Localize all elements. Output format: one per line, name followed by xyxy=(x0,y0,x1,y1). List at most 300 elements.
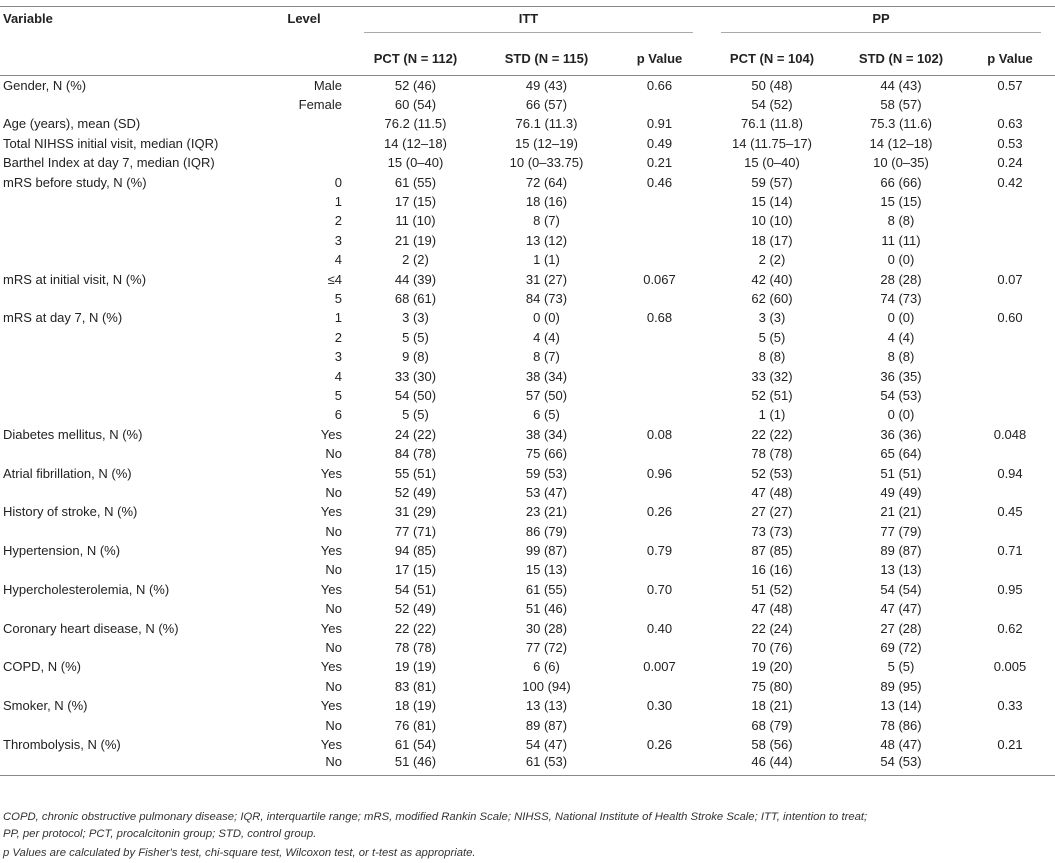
table-row xyxy=(0,269,1055,288)
pp-pvalue-cell: 0.33 xyxy=(997,698,1023,714)
pp-pvalue-cell xyxy=(965,347,1055,366)
itt-std-cell: 99 (87) xyxy=(525,543,568,559)
pp-pct-cell: 52 (53) xyxy=(751,465,793,481)
variable-cell xyxy=(0,366,258,385)
itt-pct-cell: 11 (10) xyxy=(395,213,436,229)
pp-pct-cell: 87 (85) xyxy=(751,543,793,559)
level-cell: 6 xyxy=(334,407,342,423)
table-row xyxy=(0,483,1055,502)
variable-cell: History of stroke, N (%) xyxy=(3,504,138,520)
variable-cell xyxy=(0,560,258,579)
itt-std-cell: 61 (53) xyxy=(481,754,612,776)
level-cell: No xyxy=(325,562,342,578)
itt-std-cell: 76.1 (11.3) xyxy=(515,116,578,132)
level-cell: 3 xyxy=(334,232,342,248)
pp-std-cell: 58 (57) xyxy=(880,97,922,113)
pp-std-cell: 69 (72) xyxy=(880,640,922,656)
itt-pvalue-cell: 0.49 xyxy=(646,135,673,151)
pp-pct-cell: 75 (80) xyxy=(751,678,793,694)
itt-pvalue-cell xyxy=(612,754,707,776)
header-blank xyxy=(0,41,258,76)
header-blank xyxy=(258,41,350,76)
pp-std-cell: 54 (53) xyxy=(880,387,922,403)
itt-std-cell: 75 (66) xyxy=(525,446,568,462)
table-row xyxy=(0,172,1055,191)
pp-pvalue-cell: 0.63 xyxy=(997,116,1023,132)
pp-pct-cell: 10 (10) xyxy=(751,213,793,229)
table-row xyxy=(0,463,1055,482)
itt-pct-cell: 76 (81) xyxy=(394,717,437,733)
itt-std-cell: 49 (43) xyxy=(525,77,568,93)
itt-std-cell: 77 (72) xyxy=(525,640,568,656)
pp-std-cell: 65 (64) xyxy=(880,446,922,462)
itt-pct-cell: 21 (19) xyxy=(394,232,437,248)
level-cell: 1 xyxy=(334,194,342,210)
itt-pct-cell: 55 (51) xyxy=(394,465,437,481)
level-cell: 0 xyxy=(334,174,342,190)
level-cell: 5 xyxy=(334,290,342,306)
pp-std-cell: 47 (47) xyxy=(880,601,922,617)
variable-cell xyxy=(0,638,258,657)
variable-cell xyxy=(0,715,258,734)
pp-pvalue-cell xyxy=(965,444,1055,463)
itt-std-cell: 13 (13) xyxy=(525,698,568,714)
footnote-pvalues: p Values are calculated by Fisher's test, chi-square test, Wilcoxon test, or t-test as appropriate. xyxy=(3,847,476,859)
pp-std-cell: 89 (87) xyxy=(880,543,922,559)
itt-pvalue-cell xyxy=(612,677,707,696)
table-row xyxy=(0,328,1055,347)
pp-pct-cell: 33 (32) xyxy=(751,368,793,384)
pp-std-cell: 27 (28) xyxy=(880,620,922,636)
itt-std-cell: 53 (47) xyxy=(525,484,568,500)
itt-std-cell: 13 (12) xyxy=(525,232,568,248)
table-row xyxy=(0,541,1055,560)
table-row xyxy=(0,560,1055,579)
pp-pvalue-cell xyxy=(965,638,1055,657)
pp-std-cell: 10 (0–35) xyxy=(873,155,929,171)
itt-pct-cell: 9 (8) xyxy=(402,349,429,365)
itt-pvalue-cell xyxy=(612,328,707,347)
pp-pvalue-cell xyxy=(965,483,1055,502)
itt-pvalue-cell xyxy=(612,289,707,308)
itt-std-cell: 57 (50) xyxy=(525,387,568,403)
level-cell: Yes xyxy=(320,659,342,675)
itt-pvalue-cell: 0.21 xyxy=(646,155,673,171)
pp-pvalue-cell: 0.048 xyxy=(993,426,1027,442)
itt-pct-cell: 61 (55) xyxy=(394,174,437,190)
header-pp-std: STD (N = 102) xyxy=(837,41,965,76)
pp-pvalue-cell xyxy=(965,521,1055,540)
table-row xyxy=(0,580,1055,599)
pp-std-cell: 75.3 (11.6) xyxy=(870,116,932,132)
itt-std-cell: 4 (4) xyxy=(533,329,560,345)
table-row xyxy=(0,211,1055,230)
table-row xyxy=(0,735,1055,754)
pp-pct-cell: 42 (40) xyxy=(751,271,793,287)
variable-cell: mRS before study, N (%) xyxy=(3,174,147,190)
pp-std-cell: 13 (13) xyxy=(880,562,922,578)
table-row xyxy=(0,347,1055,366)
itt-pct-cell: 5 (5) xyxy=(402,407,429,423)
table-body xyxy=(0,76,1055,776)
pp-pct-cell: 47 (48) xyxy=(751,484,793,500)
table-row xyxy=(0,405,1055,424)
pp-pct-cell: 70 (76) xyxy=(751,640,793,656)
itt-std-cell: 38 (34) xyxy=(525,368,568,384)
pp-std-cell: 11 (11) xyxy=(881,232,921,248)
itt-std-cell: 89 (87) xyxy=(525,717,568,733)
level-cell: No xyxy=(325,601,342,617)
itt-std-cell: 31 (27) xyxy=(525,271,568,287)
table-row xyxy=(0,502,1055,521)
itt-pct-cell: 24 (22) xyxy=(394,426,437,442)
pp-pct-cell: 18 (17) xyxy=(751,232,793,248)
table-row xyxy=(0,521,1055,540)
pp-pct-cell: 1 (1) xyxy=(758,407,786,423)
table-row xyxy=(0,366,1055,385)
itt-pct-cell: 52 (46) xyxy=(394,77,437,93)
header-itt-std: STD (N = 115) xyxy=(481,41,612,76)
itt-pct-cell: 18 (19) xyxy=(394,698,437,714)
itt-pct-cell: 78 (78) xyxy=(394,640,437,656)
pp-pct-cell: 78 (78) xyxy=(751,446,793,462)
table-row xyxy=(0,657,1055,676)
table-row xyxy=(0,677,1055,696)
itt-pvalue-cell: 0.067 xyxy=(643,271,676,287)
level-cell xyxy=(258,153,350,172)
pp-pvalue-cell: 0.07 xyxy=(997,271,1023,287)
pp-pvalue-cell xyxy=(965,211,1055,230)
itt-pvalue-cell: 0.007 xyxy=(643,659,676,675)
itt-std-cell: 54 (47) xyxy=(525,736,568,752)
variable-cell: mRS at initial visit, N (%) xyxy=(3,271,147,287)
pp-pct-cell: 52 (51) xyxy=(751,387,793,403)
itt-std-cell: 100 (94) xyxy=(522,678,571,694)
pp-pvalue-cell: 0.53 xyxy=(997,135,1023,151)
pp-std-cell: 78 (86) xyxy=(880,717,922,733)
variable-cell: Thrombolysis, N (%) xyxy=(3,736,121,752)
level-cell xyxy=(258,134,350,153)
pp-pct-cell: 59 (57) xyxy=(751,174,793,190)
itt-pvalue-cell xyxy=(612,638,707,657)
variable-cell: COPD, N (%) xyxy=(3,659,81,675)
itt-pvalue-cell: 0.68 xyxy=(646,310,673,326)
itt-pct-cell: 33 (30) xyxy=(394,368,437,384)
itt-std-cell: 6 (6) xyxy=(533,659,560,675)
pp-pct-cell: 50 (48) xyxy=(751,77,793,93)
pp-pct-cell: 15 (0–40) xyxy=(744,155,800,171)
pp-pvalue-cell: 0.21 xyxy=(997,736,1023,752)
variable-cell: Total NIHSS initial visit, median (IQR) xyxy=(3,135,219,151)
itt-pvalue-cell xyxy=(612,405,707,424)
level-cell: 4 xyxy=(334,252,342,268)
itt-std-cell: 6 (5) xyxy=(533,407,560,423)
itt-pct-cell: 76.2 (11.5) xyxy=(384,116,447,132)
itt-pvalue-cell: 0.66 xyxy=(646,77,673,93)
pp-pct-cell: 15 (14) xyxy=(751,194,793,210)
itt-pct-cell: 54 (50) xyxy=(394,387,437,403)
variable-cell: Age (years), mean (SD) xyxy=(3,116,141,132)
itt-pvalue-cell xyxy=(612,347,707,366)
itt-pvalue-cell: 0.70 xyxy=(646,581,673,597)
itt-pvalue-cell: 0.26 xyxy=(646,736,673,752)
itt-pvalue-cell xyxy=(612,231,707,250)
level-cell: Yes xyxy=(320,581,342,597)
pp-pct-cell: 46 (44) xyxy=(707,754,837,776)
header-itt-label: ITT xyxy=(364,11,693,33)
pp-pvalue-cell: 0.42 xyxy=(997,174,1023,190)
itt-pct-cell: 52 (49) xyxy=(394,601,437,617)
pp-pvalue-cell: 0.005 xyxy=(993,659,1027,675)
table-row xyxy=(0,289,1055,308)
pp-pct-cell: 18 (21) xyxy=(751,698,793,714)
pp-pct-cell: 14 (11.75–17) xyxy=(732,135,812,151)
pp-pvalue-cell xyxy=(965,250,1055,269)
itt-pvalue-cell: 0.46 xyxy=(646,174,673,190)
itt-pvalue-cell xyxy=(612,386,707,405)
pp-std-cell: 8 (8) xyxy=(887,213,915,229)
table-row xyxy=(0,599,1055,618)
baseline-characteristics-table xyxy=(0,6,1055,776)
pp-pct-cell: 5 (5) xyxy=(758,329,786,345)
variable-cell xyxy=(0,483,258,502)
variable-cell xyxy=(0,211,258,230)
variable-cell xyxy=(0,347,258,366)
pp-std-cell: 48 (47) xyxy=(880,736,922,752)
pp-std-cell: 89 (95) xyxy=(880,678,922,694)
level-cell: 4 xyxy=(334,368,342,384)
table-row xyxy=(0,618,1055,637)
pp-pvalue-cell xyxy=(965,599,1055,618)
itt-pct-cell: 61 (54) xyxy=(394,736,437,752)
itt-pct-cell: 84 (78) xyxy=(394,446,437,462)
itt-pvalue-cell xyxy=(612,715,707,734)
itt-pvalue-cell: 0.79 xyxy=(646,543,673,559)
itt-pct-cell: 2 (2) xyxy=(402,252,429,268)
pp-pct-cell: 47 (48) xyxy=(751,601,793,617)
itt-std-cell: 15 (13) xyxy=(525,562,568,578)
level-cell: 5 xyxy=(334,387,342,403)
pp-std-cell: 21 (21) xyxy=(880,504,922,520)
pp-std-cell: 0 (0) xyxy=(887,252,915,268)
itt-std-cell: 72 (64) xyxy=(525,174,568,190)
header-itt-pct: PCT (N = 112) xyxy=(350,41,481,76)
variable-cell: Barthel Index at day 7, median (IQR) xyxy=(3,155,215,171)
level-cell: 2 xyxy=(334,213,342,229)
level-cell: No xyxy=(325,484,342,500)
pp-std-cell: 14 (12–18) xyxy=(869,135,933,151)
itt-std-cell: 18 (16) xyxy=(525,194,568,210)
pp-pvalue-cell xyxy=(965,754,1055,776)
variable-cell: Diabetes mellitus, N (%) xyxy=(3,426,143,442)
variable-cell xyxy=(0,754,258,776)
pp-std-cell: 44 (43) xyxy=(880,77,922,93)
table-row xyxy=(0,95,1055,114)
pp-std-cell: 28 (28) xyxy=(880,271,922,287)
level-cell: 3 xyxy=(334,349,342,365)
header-itt-pvalue: p Value xyxy=(612,41,707,76)
header-variable: Variable xyxy=(3,11,53,26)
table-row xyxy=(0,754,1055,776)
pp-pct-cell: 3 (3) xyxy=(758,310,786,326)
itt-pct-cell: 83 (81) xyxy=(394,678,437,694)
level-cell: No xyxy=(325,678,342,694)
table-row xyxy=(0,134,1055,153)
pp-pvalue-cell: 0.95 xyxy=(997,581,1023,597)
level-cell: No xyxy=(325,523,342,539)
itt-pct-cell: 3 (3) xyxy=(402,310,429,326)
itt-pvalue-cell xyxy=(612,366,707,385)
itt-pct-cell: 54 (51) xyxy=(394,581,437,597)
pp-pvalue-cell: 0.24 xyxy=(997,155,1023,171)
header-pp-label: PP xyxy=(721,11,1041,33)
pp-pct-cell: 68 (79) xyxy=(751,717,793,733)
pp-pct-cell: 19 (20) xyxy=(751,659,793,675)
itt-pvalue-cell xyxy=(612,444,707,463)
level-cell: 2 xyxy=(334,329,342,345)
pp-pct-cell: 58 (56) xyxy=(751,736,793,752)
level-cell: ≤4 xyxy=(327,271,342,287)
table-row xyxy=(0,638,1055,657)
pp-pvalue-cell xyxy=(965,366,1055,385)
itt-pct-cell: 5 (5) xyxy=(402,329,429,345)
itt-std-cell: 86 (79) xyxy=(525,523,568,539)
itt-std-cell: 8 (7) xyxy=(533,213,560,229)
pp-std-cell: 0 (0) xyxy=(887,407,915,423)
level-cell: No xyxy=(325,640,342,656)
variable-cell xyxy=(0,192,258,211)
table-row xyxy=(0,425,1055,444)
variable-cell xyxy=(0,289,258,308)
itt-pvalue-cell: 0.26 xyxy=(646,504,673,520)
pp-std-cell: 54 (53) xyxy=(837,754,965,776)
table-row xyxy=(0,715,1055,734)
pp-std-cell: 4 (4) xyxy=(887,329,915,345)
variable-cell xyxy=(0,677,258,696)
level-cell: Yes xyxy=(320,465,342,481)
variable-cell xyxy=(0,231,258,250)
table-row xyxy=(0,444,1055,463)
pp-std-cell: 13 (14) xyxy=(880,698,922,714)
variable-cell xyxy=(0,599,258,618)
pp-pvalue-cell: 0.94 xyxy=(997,465,1023,481)
table-row xyxy=(0,308,1055,327)
itt-pvalue-cell xyxy=(612,250,707,269)
variable-cell xyxy=(0,521,258,540)
itt-pvalue-cell: 0.91 xyxy=(646,116,673,132)
pp-pvalue-cell xyxy=(965,405,1055,424)
itt-pct-cell: 94 (85) xyxy=(394,543,437,559)
itt-std-cell: 61 (55) xyxy=(525,581,568,597)
table-row xyxy=(0,386,1055,405)
itt-std-cell: 30 (28) xyxy=(525,620,568,636)
itt-pct-cell: 17 (15) xyxy=(394,194,437,210)
pp-std-cell: 15 (15) xyxy=(880,194,922,210)
level-cell: Yes xyxy=(320,504,342,520)
pp-pvalue-cell xyxy=(965,677,1055,696)
variable-cell: Smoker, N (%) xyxy=(3,698,88,714)
itt-pct-cell: 19 (19) xyxy=(394,659,437,675)
pp-std-cell: 66 (66) xyxy=(880,174,922,190)
itt-pct-cell: 68 (61) xyxy=(394,290,437,306)
table-row xyxy=(0,250,1055,269)
pp-pvalue-cell xyxy=(965,95,1055,114)
itt-pct-cell: 60 (54) xyxy=(394,97,437,113)
pp-pct-cell: 54 (52) xyxy=(751,97,793,113)
footnote-abbreviations-cont: PP, per protocol; PCT, procalcitonin group; STD, control group. xyxy=(3,828,317,840)
itt-pvalue-cell xyxy=(612,560,707,579)
itt-std-cell: 59 (53) xyxy=(525,465,568,481)
pp-pct-cell: 76.1 (11.8) xyxy=(741,116,803,132)
itt-pvalue-cell xyxy=(612,599,707,618)
level-cell: 1 xyxy=(334,310,342,326)
pp-std-cell: 0 (0) xyxy=(887,310,915,326)
itt-pct-cell: 51 (46) xyxy=(350,754,481,776)
itt-std-cell: 84 (73) xyxy=(525,290,568,306)
header-pp xyxy=(707,7,1055,42)
itt-pct-cell: 31 (29) xyxy=(394,504,437,520)
pp-std-cell: 77 (79) xyxy=(880,523,922,539)
itt-pvalue-cell xyxy=(612,521,707,540)
pp-pct-cell: 22 (22) xyxy=(751,426,793,442)
variable-cell: Hypertension, N (%) xyxy=(3,543,121,559)
pp-pvalue-cell: 0.57 xyxy=(997,77,1023,93)
pp-pvalue-cell xyxy=(965,328,1055,347)
variable-cell xyxy=(0,95,258,114)
pp-pvalue-cell xyxy=(965,386,1055,405)
header-pp-pvalue: p Value xyxy=(965,41,1055,76)
variable-cell xyxy=(0,250,258,269)
pp-pct-cell: 62 (60) xyxy=(751,290,793,306)
itt-std-cell: 1 (1) xyxy=(533,252,560,268)
table-row xyxy=(0,696,1055,715)
pp-std-cell: 36 (36) xyxy=(880,426,922,442)
pp-std-cell: 54 (54) xyxy=(880,581,922,597)
itt-pct-cell: 52 (49) xyxy=(394,484,437,500)
itt-pvalue-cell: 0.08 xyxy=(646,426,673,442)
itt-pvalue-cell xyxy=(612,483,707,502)
itt-std-cell: 0 (0) xyxy=(533,310,560,326)
table-row xyxy=(0,192,1055,211)
table-row xyxy=(0,153,1055,172)
pp-pct-cell: 51 (52) xyxy=(751,581,793,597)
pp-pct-cell: 27 (27) xyxy=(751,504,793,520)
itt-std-cell: 66 (57) xyxy=(525,97,568,113)
level-cell: No xyxy=(258,754,350,776)
header-level: Level xyxy=(287,11,321,26)
level-cell: Yes xyxy=(320,620,342,636)
pp-pvalue-cell xyxy=(965,192,1055,211)
pp-pvalue-cell xyxy=(965,715,1055,734)
variable-cell xyxy=(0,328,258,347)
variable-cell: Coronary heart disease, N (%) xyxy=(3,620,179,636)
table-row xyxy=(0,114,1055,133)
table-row xyxy=(0,231,1055,250)
pp-pct-cell: 16 (16) xyxy=(751,562,793,578)
variable-cell xyxy=(0,405,258,424)
level-cell: Yes xyxy=(320,698,342,714)
header-pp-pct: PCT (N = 104) xyxy=(707,41,837,76)
itt-pct-cell: 15 (0–40) xyxy=(387,155,444,171)
itt-pvalue-cell: 0.96 xyxy=(646,465,673,481)
level-cell xyxy=(258,114,350,133)
itt-pvalue-cell: 0.30 xyxy=(646,698,673,714)
level-cell: Yes xyxy=(320,736,342,752)
itt-std-cell: 10 (0–33.75) xyxy=(509,155,584,171)
variable-cell xyxy=(0,444,258,463)
itt-std-cell: 15 (12–19) xyxy=(515,135,578,151)
level-cell: Female xyxy=(298,97,342,113)
